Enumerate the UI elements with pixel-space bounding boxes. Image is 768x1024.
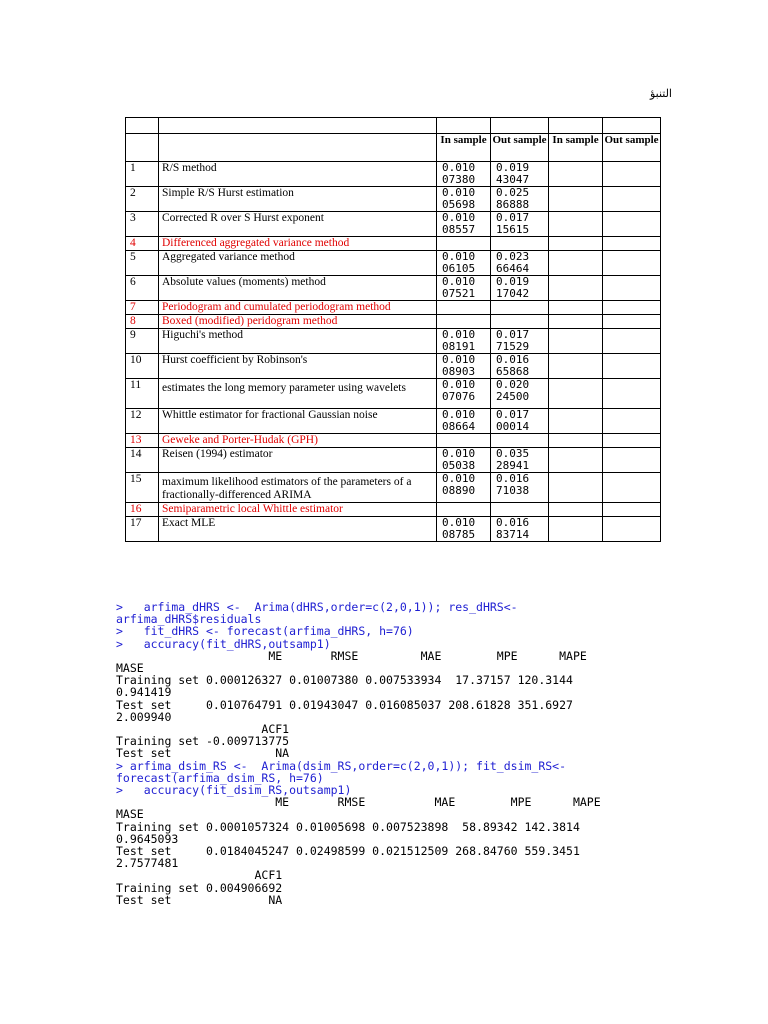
method-name: Differenced aggregated variance method [159,237,437,251]
console-command-line: > arfima_dsim_RS <- Arima(dsim_RS,order=c(2,0,1)); fit_dsim_RS<- [116,758,567,773]
in-sample-value [437,162,491,187]
value-line: 08903 [442,364,476,378]
out-sample-value [491,187,549,212]
out-sample-value [491,251,549,276]
value-line: 0.020 [496,378,530,391]
value-line: 0.035 [496,447,530,460]
table-cell [126,134,159,162]
value-line: 0.010 [442,447,476,460]
header-in-sample: In sample [437,134,491,162]
value-line: 28941 [496,458,530,472]
table-cell [603,212,661,237]
value-line: 17042 [496,286,530,300]
out-sample-value [491,354,549,379]
out-sample-value [491,329,549,354]
table-row [126,251,661,276]
method-name: maximum likelihood estimators of the parameters of a fractionally-differenced ARIMA [159,473,437,503]
value-line: 07076 [442,389,476,403]
table-cell [549,187,603,212]
row-number: 13 [126,434,159,448]
table-cell [549,448,603,473]
in-sample-value [437,276,491,301]
row-number: 9 [126,329,159,354]
value-line: 0.017 [496,408,530,421]
value-line: 0.010 [442,353,476,366]
in-sample-value [437,237,491,251]
method-name: Absolute values (moments) method [159,276,437,301]
value-line: 0.010 [442,211,476,224]
value-line: 65868 [496,364,530,378]
console-output-line: 2.7577481 [116,856,179,871]
table-cell [437,118,491,134]
console-command-line: > arfima_dHRS <- Arima(dHRS,order=c(2,0,1)); res_dHRS<- [116,600,518,614]
console-output-line: 2.009940 [116,709,172,724]
out-sample-value [491,448,549,473]
table-row [126,212,661,237]
table-row [126,329,661,354]
value-line: 0.010 [442,408,476,421]
table-cell [603,187,661,212]
out-sample-value [491,434,549,448]
table-cell [549,409,603,434]
value-line: 0.010 [442,250,476,263]
console-output-line: Test set 0.010764791 0.01943047 0.016085037 208.61828 351.6927 [116,697,573,712]
value-line: 0.016 [496,353,530,366]
row-number: 10 [126,354,159,379]
in-sample-value [437,301,491,315]
in-sample-value [437,473,491,503]
table-cell [603,301,661,315]
table-row [126,276,661,301]
value-line: 08785 [442,527,476,541]
out-sample-value [491,162,549,187]
table-cell [549,276,603,301]
out-sample-value [491,409,549,434]
method-name: R/S method [159,162,437,187]
console-output-line: Test set 0.0184045247 0.02498599 0.021512509 268.84760 559.3451 [116,844,580,859]
console-command-line: > accuracy(fit_dHRS,outsamp1) [116,636,331,651]
table-cell [549,212,603,237]
value-line: 43047 [496,172,530,186]
table-row [126,448,661,473]
row-number: 14 [126,448,159,473]
table-cell [549,379,603,409]
console-command-line: > fit_dHRS <- forecast(arfima_dHRS, h=76) [116,624,414,639]
table-cell [549,517,603,542]
out-sample-value [491,276,549,301]
table-cell [549,354,603,379]
table-cell [603,379,661,409]
value-line: 66464 [496,261,530,275]
table-cell [549,329,603,354]
out-sample-value [491,503,549,517]
method-name: Whittle estimator for fractional Gaussian noise [159,409,437,434]
table-cell [603,251,661,276]
table-cell [549,315,603,329]
out-sample-value [491,237,549,251]
value-line: 0.017 [496,328,530,341]
row-number: 12 [126,409,159,434]
value-line: 0.019 [496,161,530,174]
table-cell [549,301,603,315]
row-number: 15 [126,473,159,503]
value-line: 0.010 [442,328,476,341]
table-cell [603,517,661,542]
table-cell [603,329,661,354]
console-output-line: Training set 0.004906692 [116,880,283,895]
console-output-line: 0.941419 [116,685,172,700]
method-name: Simple R/S Hurst estimation [159,187,437,212]
console-output-line: Training set 0.0001057324 0.01005698 0.007523898 58.89342 142.3814 [116,819,580,834]
console-output-line: 0.9645093 [116,831,179,846]
row-number: 16 [126,503,159,517]
console-output-line: Training set -0.009713775 [116,734,290,749]
method-name: Reisen (1994) estimator [159,448,437,473]
table-row [126,503,661,517]
value-line: 86888 [496,197,530,211]
row-number: 17 [126,517,159,542]
in-sample-value [437,379,491,409]
table-cell [603,473,661,503]
console-output-line: Test set NA [116,746,290,761]
console-output-line: MASE [116,661,144,676]
out-sample-value [491,517,549,542]
value-line: 83714 [496,527,530,541]
table-cell [549,434,603,448]
value-line: 71529 [496,339,530,353]
value-line: 08557 [442,222,476,236]
value-line: 08890 [442,483,476,497]
row-number: 8 [126,315,159,329]
table-cell [549,473,603,503]
out-sample-value [491,473,549,503]
table-row [126,434,661,448]
method-name: Semiparametric local Whittle estimator [159,503,437,517]
console-command-line: forecast(arfima_dsim_RS, h=76) [116,770,324,785]
table-cell [491,118,549,134]
table-cell [603,118,661,134]
method-name: Boxed (modified) peridogram method [159,315,437,329]
console-command-line: > accuracy(fit_dsim_RS,outsamp1) [116,783,352,798]
value-line: 08664 [442,419,476,433]
method-name: Aggregated variance method [159,251,437,276]
console-output-line: Training set 0.000126327 0.01007380 0.007533934 17.37157 120.3144 [116,673,573,688]
table-cell [603,162,661,187]
table-row [126,517,661,542]
table-row [126,409,661,434]
section-heading: التنبؤ [649,88,672,100]
console-output-line: Test set NA [116,892,283,907]
value-line: 0.025 [496,186,530,199]
in-sample-value [437,329,491,354]
value-line: 00014 [496,419,530,433]
in-sample-value [437,448,491,473]
in-sample-value [437,187,491,212]
table-row [126,354,661,379]
table-cell [603,315,661,329]
table-row [126,315,661,329]
out-sample-value [491,212,549,237]
value-line: 07521 [442,286,476,300]
value-line: 07380 [442,172,476,186]
value-line: 06105 [442,261,476,275]
row-number: 1 [126,162,159,187]
header-out-sample: Out sample [491,134,549,162]
in-sample-value [437,212,491,237]
in-sample-value [437,434,491,448]
value-line: 0.023 [496,250,530,263]
row-number: 11 [126,379,159,409]
in-sample-value [437,503,491,517]
table-cell [603,409,661,434]
row-number: 5 [126,251,159,276]
console-output-line: ACF1 [116,722,290,737]
table-cell [603,503,661,517]
value-line: 05038 [442,458,476,472]
row-number: 2 [126,187,159,212]
value-line: 08191 [442,339,476,353]
in-sample-value [437,517,491,542]
table-row [126,187,661,212]
table-cell [549,237,603,251]
value-line: 0.010 [442,161,476,174]
method-name: estimates the long memory parameter using wavelets [159,379,437,409]
table-cell [549,251,603,276]
r-console-output [116,601,601,906]
value-line: 0.010 [442,275,476,288]
table-row [126,473,661,503]
table-cell [603,276,661,301]
console-command-line: arfima_dHRS$residuals [116,612,262,627]
table-cell [603,237,661,251]
methods-table [125,117,661,542]
header-out-sample-2: Out sample [603,134,661,162]
table-cell [603,354,661,379]
row-number: 4 [126,237,159,251]
method-name: Geweke and Porter-Hudak (GPH) [159,434,437,448]
row-number: 7 [126,301,159,315]
table-cell [126,118,159,134]
in-sample-value [437,409,491,434]
value-line: 24500 [496,389,530,403]
value-line: 0.017 [496,211,530,224]
method-name: Exact MLE [159,517,437,542]
value-line: 71038 [496,483,530,497]
value-line: 0.016 [496,516,530,529]
table-cell [549,503,603,517]
value-line: 15615 [496,222,530,236]
row-number: 3 [126,212,159,237]
table-row [126,162,661,187]
table-row [126,237,661,251]
value-line: 0.010 [442,378,476,391]
table-cell [159,134,437,162]
value-line: 05698 [442,197,476,211]
method-name: Periodogram and cumulated periodogram method [159,301,437,315]
in-sample-value [437,251,491,276]
out-sample-value [491,301,549,315]
table-cell [549,162,603,187]
row-number: 6 [126,276,159,301]
value-line: 0.010 [442,186,476,199]
method-name: Higuchi's method [159,329,437,354]
value-line: 0.010 [442,472,476,485]
in-sample-value [437,315,491,329]
out-sample-value [491,379,549,409]
table-cell [549,118,603,134]
table-cell [603,434,661,448]
console-output-line: ME RMSE MAE MPE MAPE [116,648,587,663]
table-header-row [126,134,661,162]
table-row [126,301,661,315]
method-name: Hurst coefficient by Robinson's [159,354,437,379]
out-sample-value [491,315,549,329]
table-cell [603,448,661,473]
method-name: Corrected R over S Hurst exponent [159,212,437,237]
in-sample-value [437,354,491,379]
value-line: 0.010 [442,516,476,529]
console-output-line: ME RMSE MAE MPE MAPE [116,795,601,810]
table-blank-row [126,118,661,134]
console-output-line: ACF1 [116,868,283,883]
console-output-line: MASE [116,807,144,822]
table-row [126,379,661,409]
table-cell [159,118,437,134]
value-line: 0.016 [496,472,530,485]
header-in-sample-2: In sample [549,134,603,162]
value-line: 0.019 [496,275,530,288]
